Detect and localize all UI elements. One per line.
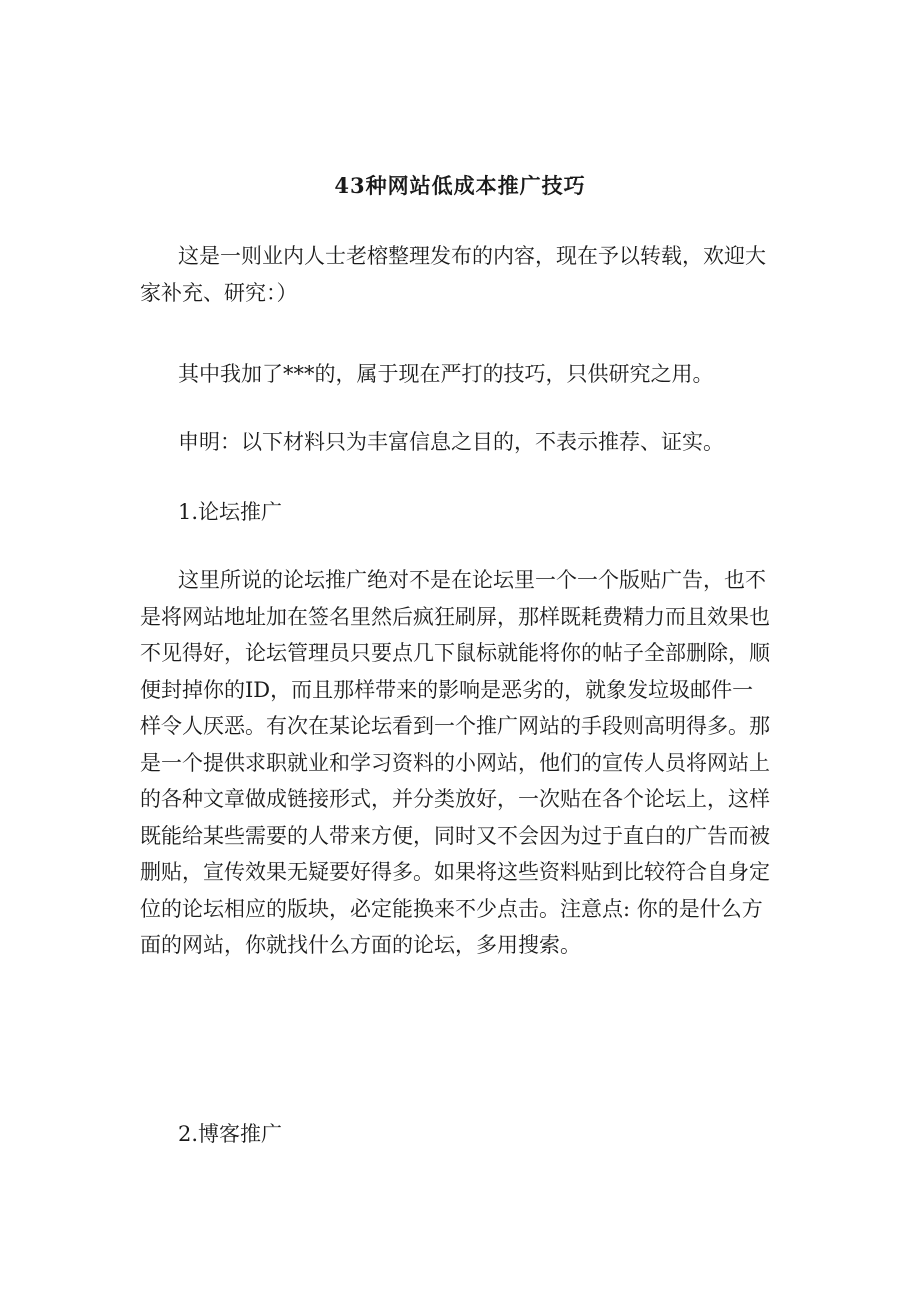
forum-line: 位的论坛相应的版块，必定能换来不少点击。注意点: 你的是什么方 — [140, 896, 763, 921]
forum-line: 这里所说的论坛推广绝对不是在论坛里一个一个版贴广告，也不 — [178, 568, 766, 592]
intro-paragraph — [140, 238, 784, 311]
forum-line: 既能给某些需要的人带来方便，同时又不会因为过于直白的广告而被 — [140, 823, 770, 848]
forum-line: 面的网站，你就找什么方面的论坛，多用搜索。 — [140, 933, 581, 957]
note-paragraph: 其中我加了***的，属于现在严打的技巧，只供研究之用。 — [178, 362, 714, 386]
forum-line: 是将网站地址加在签名里然后疯狂刷屏，那样既耗费精力而且效果也 — [140, 604, 770, 629]
section-heading-blog: 2.博客推广 — [178, 1122, 283, 1146]
forum-line: 的各种文章做成链接形式，并分类放好，一次贴在各个论坛上，这样 — [140, 787, 770, 811]
intro-line: 这是一则业内人士老榕整理发布的内容，现在予以转载，欢迎大 — [178, 244, 766, 268]
forum-line: 不见得好，论坛管理员只要点几下鼠标就能将你的帖子全部删除，顺 — [140, 641, 770, 665]
forum-line: 删贴，宣传效果无疑要好得多。如果将这些资料贴到比较符合自身定 — [140, 860, 770, 884]
intro-line: 家补充、研究：） — [140, 280, 298, 305]
forum-line: 便封掉你的ID，而且那样带来的影响是恶劣的，就象发垃圾邮件一 — [140, 677, 754, 702]
document-title: 43种网站低成本推广技巧 — [334, 173, 586, 198]
disclaimer-paragraph: 申明：以下材料只为丰富信息之目的，不表示推荐、证实。 — [178, 430, 724, 454]
section-heading-forum: 1.论坛推广 — [178, 500, 283, 524]
forum-paragraph — [140, 562, 784, 964]
forum-line: 是一个提供求职就业和学习资料的小网站，他们的宣传人员将网站上 — [140, 750, 770, 775]
forum-line: 样令人厌恶。有次在某论坛看到一个推广网站的手段则高明得多。那 — [140, 714, 770, 738]
